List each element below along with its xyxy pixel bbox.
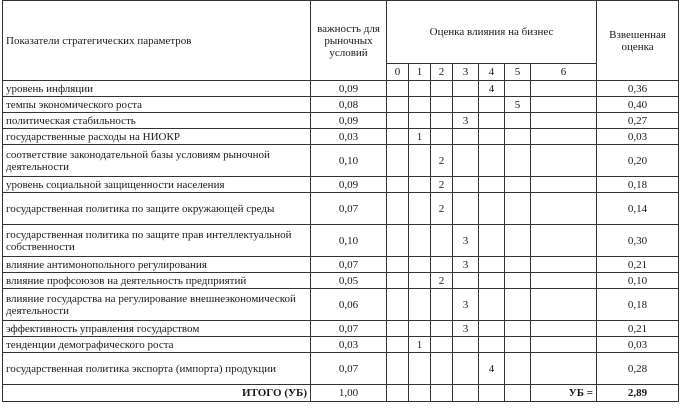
score-cell-empty [409,257,431,273]
row-weight: 0,09 [311,177,387,193]
table-row [3,337,679,353]
score-cell-empty [531,129,597,145]
row-param-name: соответствие законодательной базы условиям рыночной деятельности [3,145,311,177]
row-weight: 0,03 [311,129,387,145]
score-cell-empty [387,113,409,129]
score-cell-empty [431,113,453,129]
score-cell-empty [479,257,505,273]
score-cell-empty [505,193,531,225]
row-weighted-score: 0,03 [597,129,679,145]
table-row [3,273,679,289]
score-cell-empty [505,81,531,97]
header-weight: важность для рыночных условий [311,1,387,81]
score-cell-empty [479,129,505,145]
score-cell-empty [505,145,531,177]
scale-6: 6 [531,64,597,81]
score-cell-empty [505,289,531,321]
row-weight: 0,05 [311,273,387,289]
total-empty-cell [505,385,531,402]
scale-5: 5 [505,64,531,81]
scale-1: 1 [409,64,431,81]
score-cell-empty [531,353,597,385]
row-weight: 0,09 [311,113,387,129]
score-cell-empty [431,257,453,273]
row-score: 2 [431,273,453,289]
row-score: 3 [453,113,479,129]
row-score: 4 [479,81,505,97]
score-cell-empty [479,225,505,257]
row-weighted-score: 0,21 [597,321,679,337]
row-score: 3 [453,289,479,321]
score-cell-empty [387,129,409,145]
row-weight: 0,10 [311,145,387,177]
score-cell-empty [431,337,453,353]
row-weight: 0,03 [311,337,387,353]
score-cell-empty [453,273,479,289]
score-cell-empty [531,337,597,353]
score-cell-empty [387,81,409,97]
score-cell-empty [431,129,453,145]
score-cell-empty [505,257,531,273]
row-param-name: политическая стабильность [3,113,311,129]
table-row [3,145,679,177]
row-param-name: влияние государства на регулирование внешнеэкономической деятельности [3,289,311,321]
score-cell-empty [505,321,531,337]
row-weighted-score: 0,28 [597,353,679,385]
score-cell-empty [505,129,531,145]
score-cell-empty [387,353,409,385]
score-cell-empty [431,97,453,113]
total-empty-cell [453,385,479,402]
score-cell-empty [387,321,409,337]
score-cell-empty [479,273,505,289]
score-cell-empty [409,225,431,257]
score-cell-empty [479,289,505,321]
score-cell-empty [505,113,531,129]
table-row [3,225,679,257]
score-cell-empty [387,193,409,225]
score-cell-empty [453,145,479,177]
score-cell-empty [387,225,409,257]
row-weight: 0,07 [311,321,387,337]
row-weight: 0,07 [311,193,387,225]
score-cell-empty [505,177,531,193]
score-cell-empty [505,225,531,257]
score-cell-empty [453,193,479,225]
row-weight: 0,06 [311,289,387,321]
row-param-name: государственная политика по защите прав интеллектуальной собственности [3,225,311,257]
score-cell-empty [409,289,431,321]
score-cell-empty [387,289,409,321]
table-row [3,289,679,321]
score-cell-empty [531,81,597,97]
score-cell-empty [387,273,409,289]
row-weight: 0,07 [311,353,387,385]
score-cell-empty [479,113,505,129]
row-weighted-score: 0,21 [597,257,679,273]
row-score: 4 [479,353,505,385]
score-cell-empty [387,177,409,193]
row-param-name: государственные расходы на НИОКР [3,129,311,145]
scale-4: 4 [479,64,505,81]
score-cell-empty [453,97,479,113]
score-cell-empty [409,145,431,177]
total-empty-cell [479,385,505,402]
score-cell-empty [431,289,453,321]
score-cell-empty [531,177,597,193]
score-cell-empty [431,353,453,385]
total-ub-value: 2,89 [597,385,679,402]
score-cell-empty [387,257,409,273]
score-cell-empty [531,113,597,129]
table-row [3,353,679,385]
header-impact: Оценка влияния на бизнес [387,1,597,64]
row-param-name: уровень социальной защищенности населения [3,177,311,193]
score-cell-empty [409,193,431,225]
score-cell-empty [453,353,479,385]
row-weighted-score: 0,18 [597,177,679,193]
score-cell-empty [431,321,453,337]
score-cell-empty [409,353,431,385]
row-score: 2 [431,177,453,193]
scale-2: 2 [431,64,453,81]
score-cell-empty [453,337,479,353]
scale-3: 3 [453,64,479,81]
total-label: ИТОГО (УБ) [3,385,311,402]
row-weight: 0,07 [311,257,387,273]
row-score: 1 [409,337,431,353]
table-row [3,177,679,193]
row-param-name: влияние профсоюзов на деятельность предприятий [3,273,311,289]
score-cell-empty [531,193,597,225]
row-weighted-score: 0,40 [597,97,679,113]
score-cell-empty [409,177,431,193]
row-param-name: государственная политика по защите окружающей среды [3,193,311,225]
row-score: 3 [453,225,479,257]
row-weighted-score: 0,03 [597,337,679,353]
row-param-name: тенденции демографического роста [3,337,311,353]
score-cell-empty [453,129,479,145]
row-score: 2 [431,193,453,225]
score-cell-empty [409,97,431,113]
score-cell-empty [531,321,597,337]
total-empty-cell [387,385,409,402]
total-ub-label: УБ = [531,385,597,402]
row-weighted-score: 0,27 [597,113,679,129]
header-row [3,1,679,64]
row-weighted-score: 0,10 [597,273,679,289]
row-score: 1 [409,129,431,145]
row-score: 3 [453,321,479,337]
table-row [3,97,679,113]
score-cell-empty [505,273,531,289]
total-empty-cell [431,385,453,402]
table-row [3,193,679,225]
row-param-name: темпы экономического роста [3,97,311,113]
score-cell-empty [409,321,431,337]
row-weighted-score: 0,18 [597,289,679,321]
score-cell-empty [505,337,531,353]
row-score: 2 [431,145,453,177]
score-cell-empty [453,81,479,97]
table-row [3,113,679,129]
row-param-name: уровень инфляции [3,81,311,97]
table-row [3,81,679,97]
score-cell-empty [479,145,505,177]
score-cell-empty [387,145,409,177]
score-cell-empty [387,337,409,353]
scale-0: 0 [387,64,409,81]
header-param: Показатели стратегических параметров [3,1,311,81]
row-param-name: влияние антимонопольного регулирования [3,257,311,273]
row-weighted-score: 0,30 [597,225,679,257]
table-row [3,321,679,337]
score-cell-empty [479,97,505,113]
row-weighted-score: 0,20 [597,145,679,177]
row-weighted-score: 0,14 [597,193,679,225]
row-weight: 0,08 [311,97,387,113]
row-weight: 0,09 [311,81,387,97]
row-score: 3 [453,257,479,273]
strategic-parameters-table [2,0,679,402]
score-cell-empty [531,145,597,177]
score-cell-empty [479,193,505,225]
row-weight: 0,10 [311,225,387,257]
score-cell-empty [409,81,431,97]
score-cell-empty [531,257,597,273]
score-cell-empty [409,113,431,129]
score-cell-empty [531,289,597,321]
score-cell-empty [531,273,597,289]
total-empty-cell [409,385,431,402]
score-cell-empty [479,321,505,337]
score-cell-empty [479,337,505,353]
table-row [3,129,679,145]
score-cell-empty [431,81,453,97]
header-result: Взвешенная оценка [597,1,679,81]
score-cell-empty [531,97,597,113]
total-row [3,385,679,402]
score-cell-empty [387,97,409,113]
row-weighted-score: 0,36 [597,81,679,97]
row-param-name: эффективность управления государством [3,321,311,337]
score-cell-empty [453,177,479,193]
table-row [3,257,679,273]
score-cell-empty [431,225,453,257]
score-cell-empty [505,353,531,385]
score-cell-empty [409,273,431,289]
score-cell-empty [479,177,505,193]
row-score: 5 [505,97,531,113]
row-param-name: государственная политика экспорта (импорта) продукции [3,353,311,385]
total-weight: 1,00 [311,385,387,402]
score-cell-empty [531,225,597,257]
